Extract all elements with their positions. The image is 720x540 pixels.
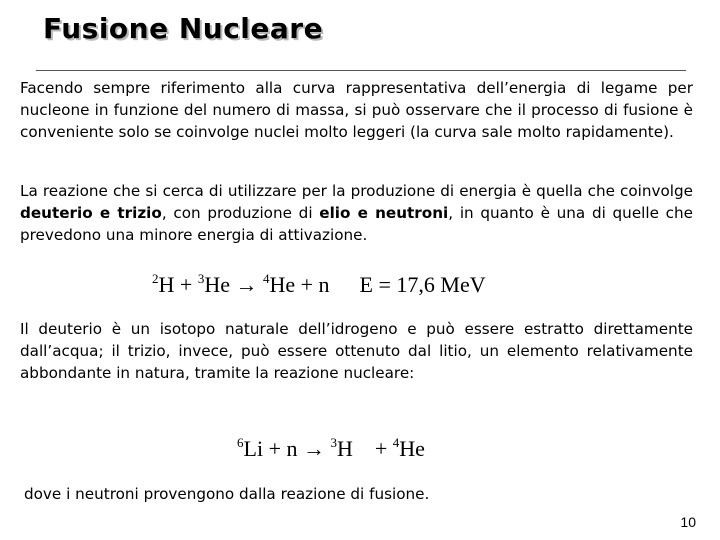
plus-sign: + xyxy=(300,272,314,297)
paragraph-text: La reazione che si cerca di utilizzare per la produzione di energia è quella che coinvolge xyxy=(20,182,693,200)
paragraph-text: , con produzione di xyxy=(161,204,320,222)
highlight-deuterium-tritium: deuterio e trizio xyxy=(20,204,162,222)
element-symbol: He xyxy=(399,436,425,461)
element-symbol: Li xyxy=(243,436,264,461)
highlight-helium-neutrons: elio e neutroni xyxy=(319,204,449,222)
element-symbol: H xyxy=(336,436,353,461)
mass-number: 3 xyxy=(330,435,337,450)
lithium-equation xyxy=(237,436,425,462)
mass-number: 3 xyxy=(197,271,205,286)
element-symbol: H xyxy=(158,272,175,297)
plus-sign: + xyxy=(179,272,193,297)
plus-sign: + xyxy=(374,436,388,461)
slide-title: Fusione Nucleare xyxy=(43,12,324,45)
neutron-symbol: n xyxy=(286,436,298,461)
neutron-symbol: n xyxy=(318,272,330,297)
reaction-arrow-icon: → xyxy=(235,272,258,297)
paragraph-text: , in quanto è una di quelle che prevedono una minore energia di attivazione. xyxy=(20,204,693,244)
mass-number: 6 xyxy=(237,435,244,450)
paragraph-binding-energy: Facendo sempre riferimento alla curva rappresentativa dell’energia di legame per nucleone in funzione del numero di massa, si può osservare che il processo di fusione è conveniente solo se coinvolge nuclei molto leggeri (la curva sale molto rapidamente). xyxy=(20,79,693,141)
element-symbol: He xyxy=(204,272,230,297)
mass-number: 2 xyxy=(152,271,159,286)
title-divider xyxy=(36,70,686,71)
reaction-arrow-icon: → xyxy=(302,436,325,461)
paragraph-fusion-reaction xyxy=(20,180,693,246)
mass-number: 4 xyxy=(392,435,400,450)
page-number: 10 xyxy=(680,514,696,530)
mass-number: 4 xyxy=(262,271,270,286)
element-symbol: He xyxy=(269,272,296,297)
fusion-equation xyxy=(152,272,486,298)
energy-value: E = 17,6 MeV xyxy=(359,272,486,297)
paragraph-deuterium-tritium-source: Il deuterio è un isotopo naturale dell’idrogeno e può essere estratto direttamente dall’acqua; il trizio, invece, può essere ottenuto dal litio, un elemento relativamente abbondante in natura, tramite la reazione nucleare: xyxy=(20,320,693,382)
paragraph-neutron-origin: dove i neutroni provengono dalla reazione di fusione. xyxy=(24,485,430,503)
plus-sign: + xyxy=(268,436,281,461)
